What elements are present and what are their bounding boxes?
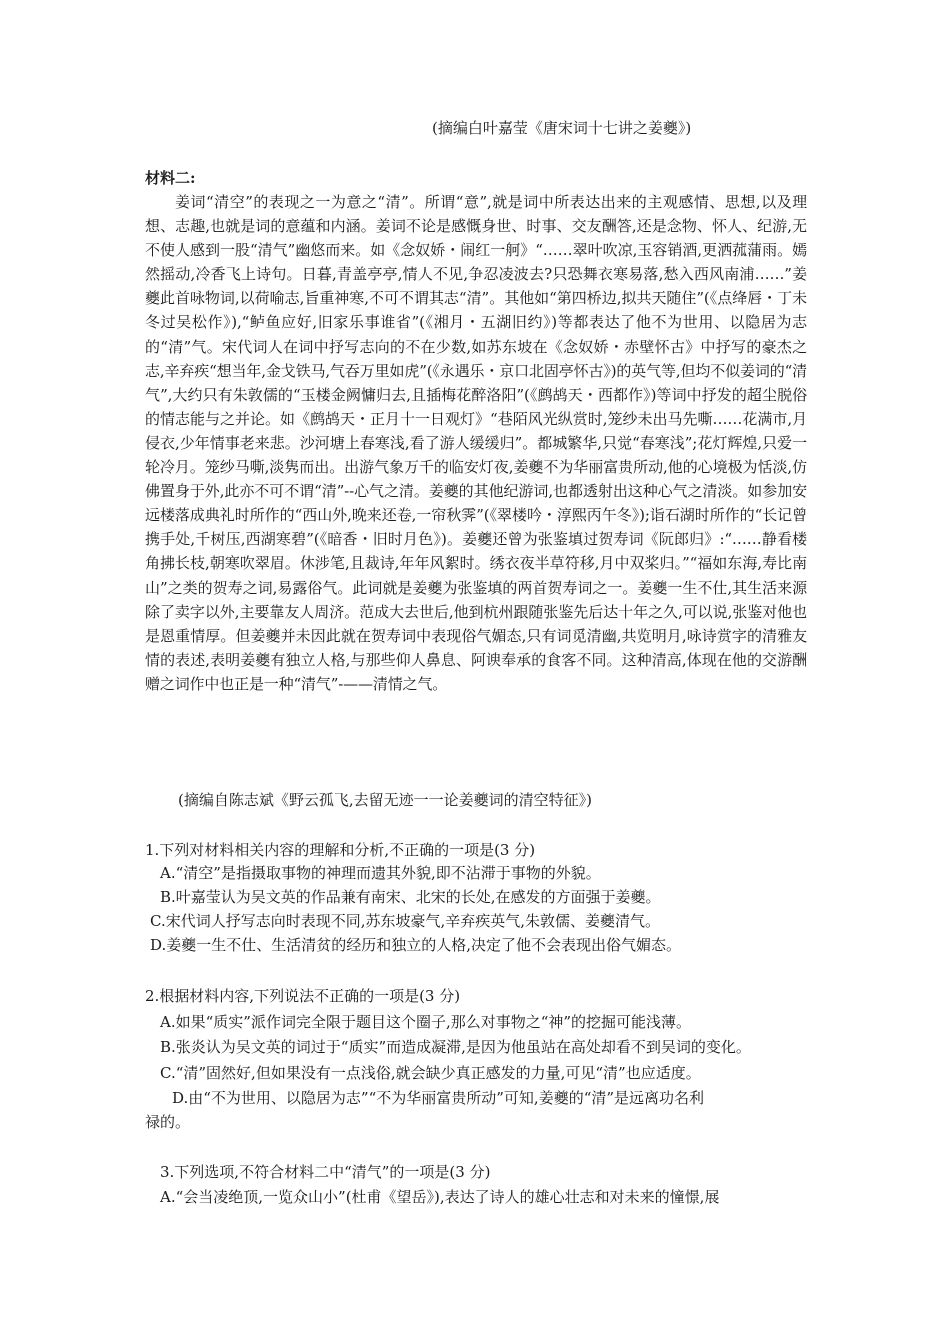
material-2-heading: 材料二:	[145, 169, 196, 187]
question-1-option-d: D.姜夔一生不仕、生活清贫的经历和独立的人格,决定了他不会表现出俗气媚态。	[150, 936, 682, 954]
question-2-option-c: C.“清”固然好,但如果没有一点浅俗,就会缺少真正感发的力量,可见“清”也应适度。	[160, 1064, 701, 1082]
question-2-option-a: A.如果“质实”派作词完全限于题目这个圈子,那么对事物之“神”的挖掘可能浅薄。	[160, 1013, 692, 1031]
material-2-body: 姜词“清空”的表现之一为意之“清”。所谓“意”,就是词中所表达出来的主观感情、思想,以及理想、志趣,也就是词的意蕴和内涵。姜词不论是感慨身世、时事、交友酬答,还是念物、怀人、纪游,无不使人感到一股“清气”幽悠而来。如《念奴娇・闹红一舸》“……翠叶吹凉,玉容销酒,更洒菰蒲雨。嫣然摇动,冷香飞上诗句。日暮,青盖亭亭,情人不见,争忍凌波去?只恐舞衣寒易落,愁入西风南浦……”姜夔此首咏物词,以荷喻志,旨重神寒,不可不谓其志“清”。其他如“第四桥边,拟共天随住”(《点绛唇・丁未冬过吴松作》),“鲈鱼应好,旧家乐事谁省”(《湘月・五湖旧约》)等都表达了他不为世用、以隐居为志的“清”气。宋代词人在词中抒写志向的不在少数,如苏东坡在《念奴娇・赤壁怀古》中抒写的豪杰之志,辛弃疾“想当年,金戈铁马,气吞万里如虎”(《永遇乐・京口北固亭怀古》)的英气等,但均不似姜词的“清气”,大约只有朱敦儒的“玉楼金阙慵归去,且插梅花醉洛阳”(《鹧鸪天・西都作》)等词中抒发的超尘脱俗的情志能与之并论。如《鹧鸪天・正月十一日观灯》“巷陌风光纵赏时,笼纱未出马先嘶……花满市,月侵衣,少年情事老来悲。沙河塘上春寒浅,看了游人缓缓归”。都城繁华,只觉“春寒浅”;花灯辉煌,只爱一轮冷月。笼纱马嘶,淡隽而出。出游气象万千的临安灯夜,姜夔不为华丽富贵所动,他的心境极为恬淡,仿佛置身于外,此亦不可不谓“清”--心气之清。姜夔的其他纪游词,也都透射出这种心气之清淡。如参加安远楼落成典礼时所作的“西山外,晚来还卷,一帘秋霁”(《翠楼吟・淳熙丙午冬》);诣石湖时所作的“长记曾携手处,千树压,西湖寒碧”(《暗香・旧时月色》)。姜夔还曾为张鉴填过贺寿词《阮郎归》:“……静看楼角拂长枝,朝寒吹翠眉。休涉笔,且裁诗,年年风絮时。绣衣夜半草符移,月中双桨归。”“福如东海,寿比南山”之类的贺寿之词,易露俗气。此词就是姜夔为张鉴填的两首贺寿词之一。姜夔一生不仕,其生活来源除了卖字以外,主要靠友人周济。范成大去世后,他到杭州跟随张鉴先后达十年之久,可以说,张鉴对他也是恩重情厚。但姜夔并未因此就在贺寿词中表现俗气媚态,只有词觅清幽,共览明月,咏诗赏字的清雅友情的表述,表明姜夔有独立人格,与那些仰人鼻息、阿谀奉承的食客不同。这种清高,体现在他的交游酬赠之词作中也正是一种“清气”-——清情之气。	[145, 193, 807, 693]
question-2-stem: 2.根据材料内容,下列说法不正确的一项是(3 分)	[145, 987, 461, 1005]
question-3-stem: 3.下列选项,不符合材料二中“清气”的一项是(3 分)	[160, 1163, 491, 1181]
question-2-option-b: B.张炎认为吴文英的词过于“质实”而造成凝滞,是因为他虽站在高处却看不到吴词的变化。	[160, 1038, 751, 1056]
question-3-option-a: A.“会当凌绝顶,一览众山小”(杜甫《望岳》),表达了诗人的雄心壮志和对未来的憧憬,展	[160, 1188, 720, 1206]
question-2-option-d: D.由“不为世用、以隐居为志”“不为华丽富贵所动”可知,姜夔的“清”是远离功名利	[172, 1089, 705, 1107]
question-1-stem: 1.下列对材料相关内容的理解和分析,不正确的一项是(3 分)	[145, 841, 536, 859]
question-1-option-c: C.宋代词人抒写志向时表现不同,苏东坡豪气,辛弃疾英气,朱敦儒、姜夔清气。	[150, 912, 661, 930]
question-1-option-a: A.“清空”是指摄取事物的神理而遗其外貌,即不沾滞于事物的外貌。	[160, 864, 601, 882]
question-1-option-b: B.叶嘉莹认为吴文英的作品兼有南宋、北宋的长处,在感发的方面强于姜夔。	[160, 888, 661, 906]
question-2-option-d-continued: 禄的。	[145, 1113, 191, 1131]
source-citation-1: (摘编白叶嘉莹《唐宋词十七讲之姜夔》)	[432, 119, 692, 137]
source-citation-2: (摘编自陈志斌《野云孤飞,去留无迹一一论姜夔词的清空特征》)	[178, 791, 592, 809]
